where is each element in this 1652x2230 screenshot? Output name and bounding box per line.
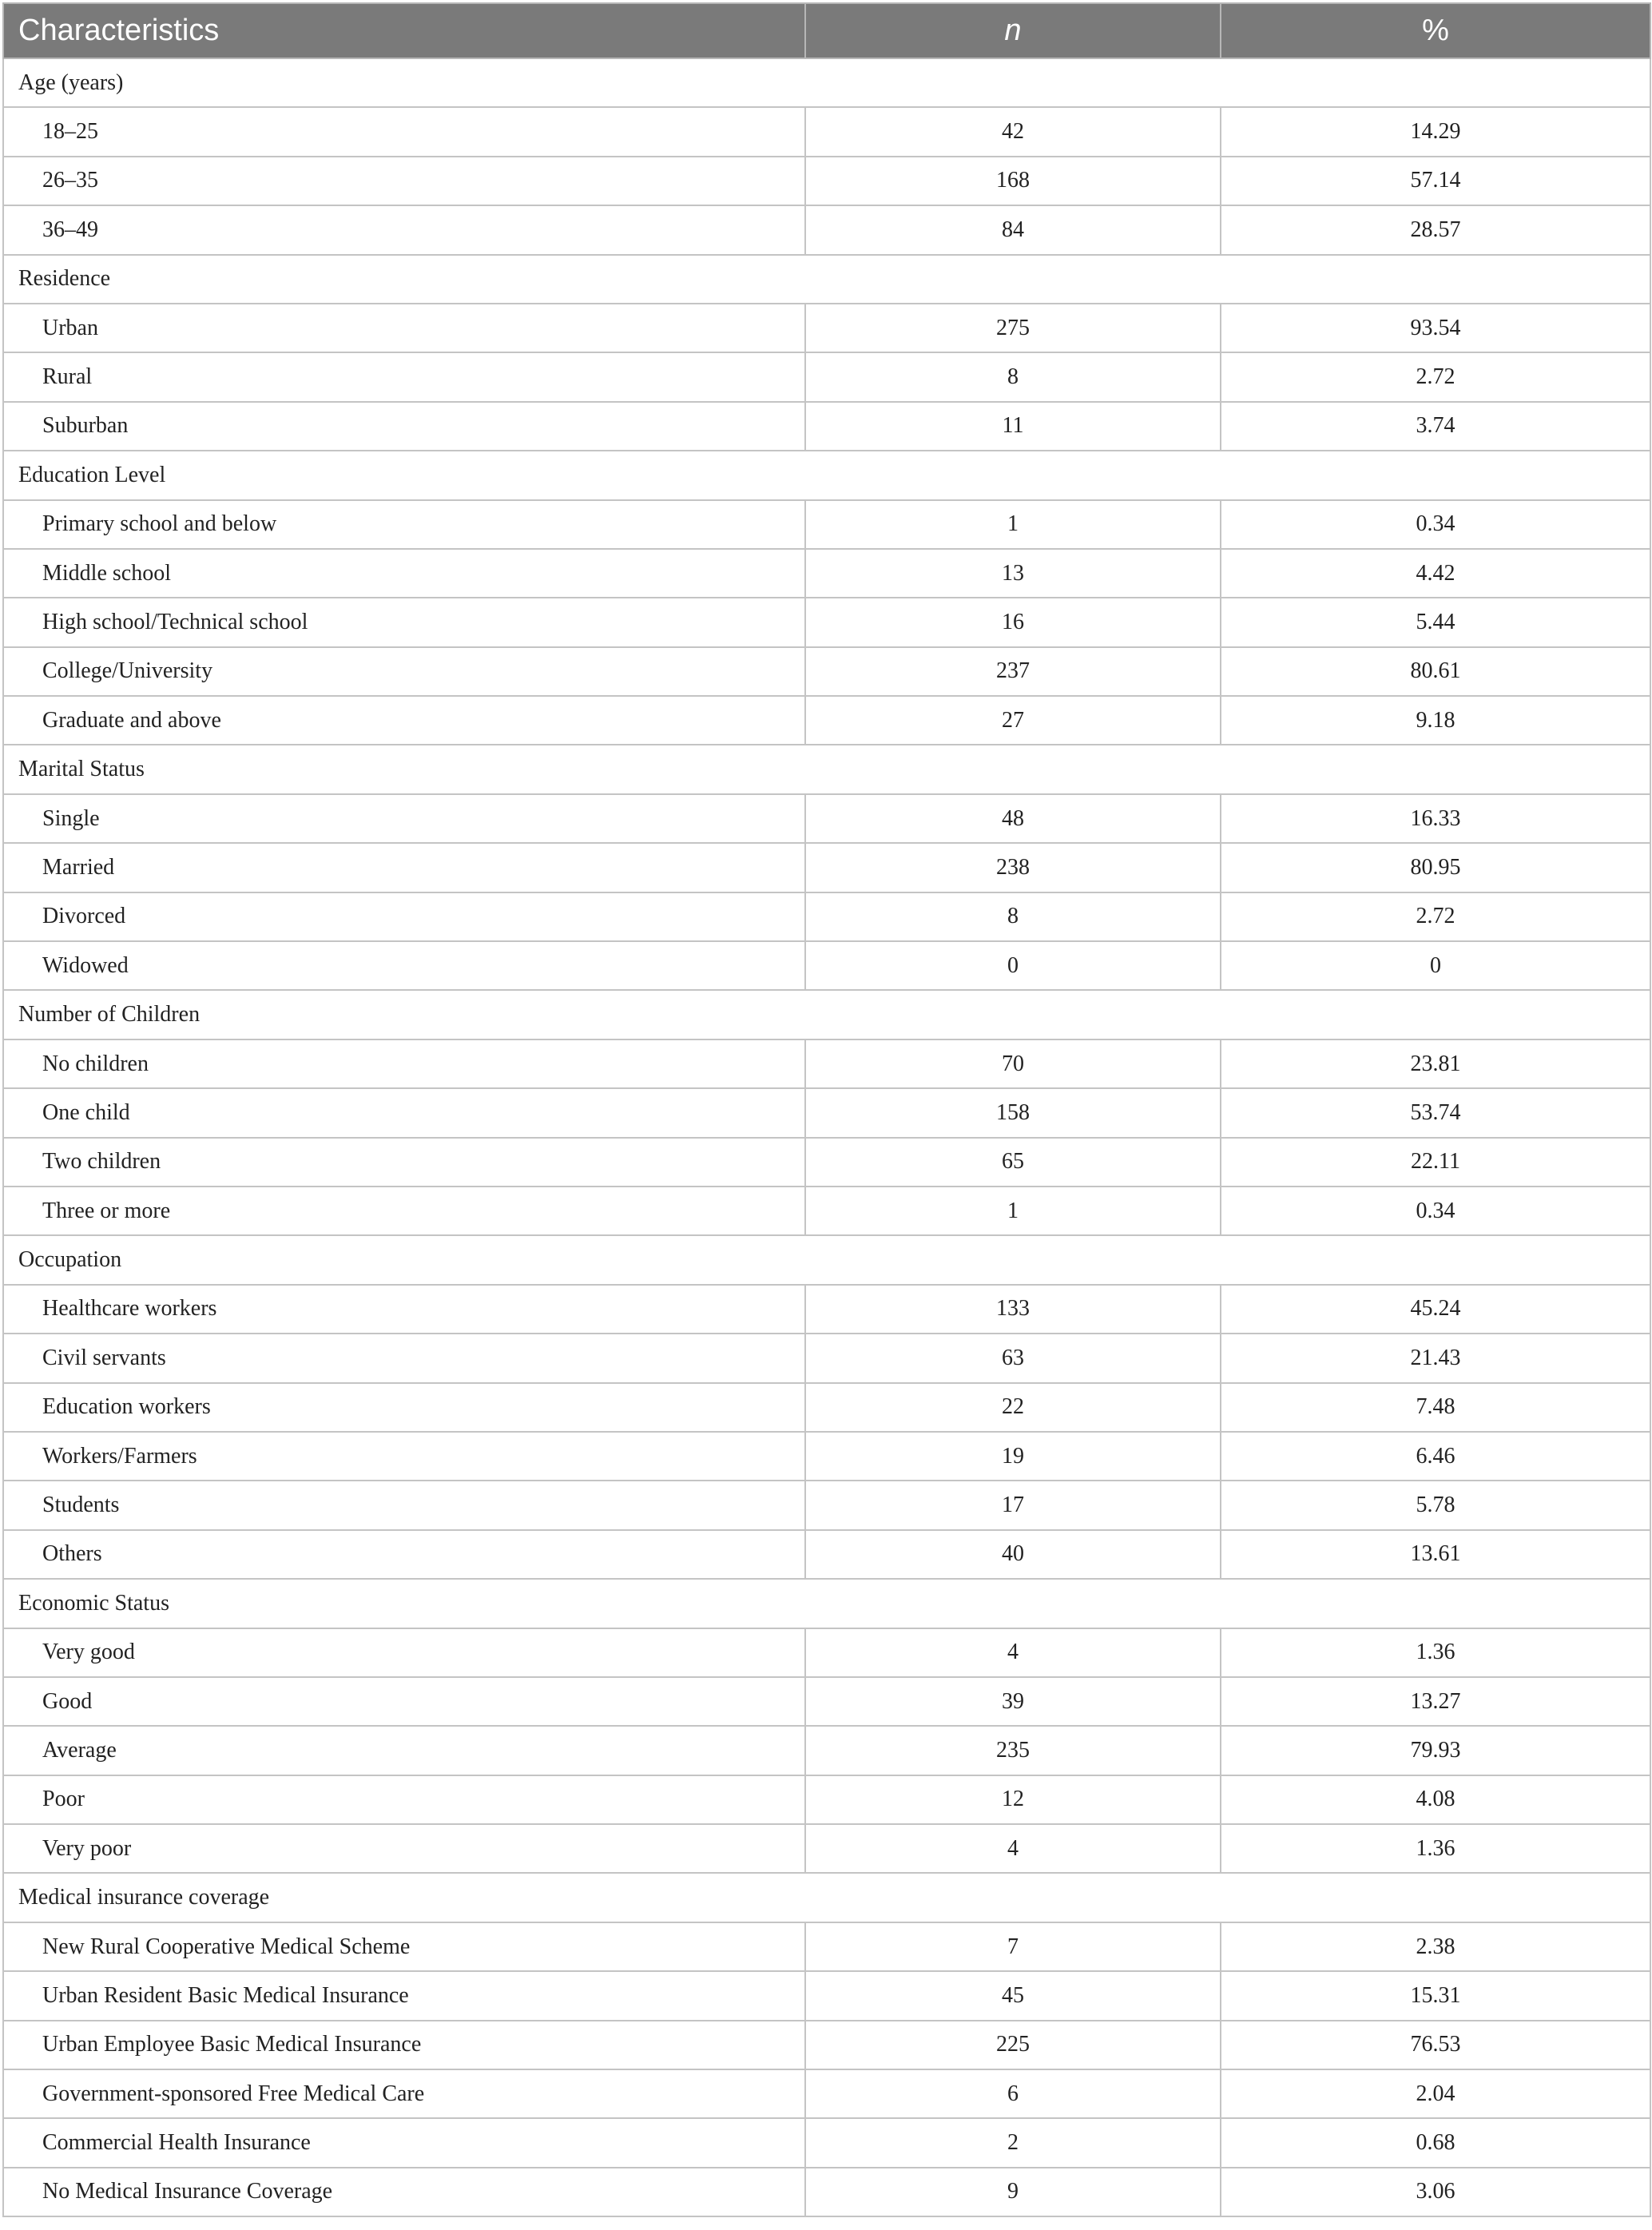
table-row	[3, 1285, 1650, 1334]
row-label: Divorced	[3, 892, 805, 941]
row-count: 27	[805, 696, 1221, 745]
table-row	[3, 1971, 1650, 2020]
row-label: Good	[3, 1677, 805, 1726]
row-label: Average	[3, 1726, 805, 1775]
row-percent: 76.53	[1221, 2021, 1650, 2069]
table-row	[3, 549, 1650, 598]
group-row	[3, 451, 1650, 499]
table-header	[3, 3, 1650, 58]
row-label: No children	[3, 1039, 805, 1088]
table-row	[3, 794, 1650, 843]
row-count: 11	[805, 402, 1221, 451]
row-label: No Medical Insurance Coverage	[3, 2168, 805, 2216]
table-row	[3, 843, 1650, 892]
row-count: 65	[805, 1138, 1221, 1187]
row-count: 19	[805, 1432, 1221, 1481]
row-count: 17	[805, 1481, 1221, 1529]
row-count: 4	[805, 1628, 1221, 1677]
table-row	[3, 1138, 1650, 1187]
table-row	[3, 1530, 1650, 1579]
row-percent: 45.24	[1221, 1285, 1650, 1334]
row-percent: 13.27	[1221, 1677, 1650, 1726]
header-characteristics: Characteristics	[3, 3, 805, 58]
table-row	[3, 1187, 1650, 1235]
table-row	[3, 205, 1650, 254]
row-percent: 80.61	[1221, 647, 1650, 696]
row-label: 18–25	[3, 107, 805, 156]
row-percent: 3.06	[1221, 2168, 1650, 2216]
row-percent: 5.44	[1221, 598, 1650, 646]
table-row	[3, 1824, 1650, 1873]
row-percent: 53.74	[1221, 1088, 1650, 1137]
row-percent: 2.72	[1221, 352, 1650, 401]
row-label: Civil servants	[3, 1334, 805, 1382]
row-count: 16	[805, 598, 1221, 646]
row-label: Married	[3, 843, 805, 892]
table-row	[3, 941, 1650, 990]
row-label: Others	[3, 1530, 805, 1579]
group-label: Education Level	[3, 451, 1650, 499]
table-row	[3, 2069, 1650, 2118]
row-label: Widowed	[3, 941, 805, 990]
row-label: Students	[3, 1481, 805, 1529]
table-row	[3, 352, 1650, 401]
row-label: Suburban	[3, 402, 805, 451]
row-percent: 22.11	[1221, 1138, 1650, 1187]
row-percent: 4.42	[1221, 549, 1650, 598]
table-row	[3, 1922, 1650, 1971]
row-label: Very poor	[3, 1824, 805, 1873]
row-percent: 2.04	[1221, 2069, 1650, 2118]
row-count: 42	[805, 107, 1221, 156]
row-count: 168	[805, 157, 1221, 205]
table-row	[3, 1088, 1650, 1137]
row-label: Education workers	[3, 1383, 805, 1432]
row-percent: 7.48	[1221, 1383, 1650, 1432]
row-count: 8	[805, 892, 1221, 941]
table-row	[3, 1481, 1650, 1529]
row-label: Urban Employee Basic Medical Insurance	[3, 2021, 805, 2069]
row-label: Single	[3, 794, 805, 843]
row-percent: 28.57	[1221, 205, 1650, 254]
table-row	[3, 500, 1650, 549]
table-body	[3, 58, 1650, 2216]
table-row	[3, 1677, 1650, 1726]
group-row	[3, 745, 1650, 793]
table-row	[3, 2168, 1650, 2216]
row-count: 48	[805, 794, 1221, 843]
row-count: 0	[805, 941, 1221, 990]
row-percent: 57.14	[1221, 157, 1650, 205]
row-count: 1	[805, 1187, 1221, 1235]
row-count: 1	[805, 500, 1221, 549]
row-count: 84	[805, 205, 1221, 254]
row-percent: 23.81	[1221, 1039, 1650, 1088]
row-label: Poor	[3, 1775, 805, 1824]
row-count: 6	[805, 2069, 1221, 2118]
row-label: Middle school	[3, 549, 805, 598]
row-percent: 3.74	[1221, 402, 1650, 451]
table-row	[3, 1039, 1650, 1088]
row-label: One child	[3, 1088, 805, 1137]
row-count: 63	[805, 1334, 1221, 1382]
row-label: Urban Resident Basic Medical Insurance	[3, 1971, 805, 2020]
table-row	[3, 647, 1650, 696]
table-row	[3, 402, 1650, 451]
table-row	[3, 2021, 1650, 2069]
row-percent: 9.18	[1221, 696, 1650, 745]
group-label: Number of Children	[3, 990, 1650, 1039]
row-count: 235	[805, 1726, 1221, 1775]
group-label: Residence	[3, 255, 1650, 304]
group-label: Economic Status	[3, 1579, 1650, 1628]
row-percent: 16.33	[1221, 794, 1650, 843]
row-label: Primary school and below	[3, 500, 805, 549]
table-row	[3, 157, 1650, 205]
row-percent: 93.54	[1221, 304, 1650, 352]
row-count: 45	[805, 1971, 1221, 2020]
row-label: Graduate and above	[3, 696, 805, 745]
row-percent: 0	[1221, 941, 1650, 990]
group-row	[3, 1579, 1650, 1628]
table-row	[3, 1432, 1650, 1481]
row-percent: 2.38	[1221, 1922, 1650, 1971]
row-label: Three or more	[3, 1187, 805, 1235]
row-percent: 14.29	[1221, 107, 1650, 156]
group-label: Occupation	[3, 1235, 1650, 1284]
group-row	[3, 255, 1650, 304]
characteristics-table	[2, 2, 1651, 2217]
table-row	[3, 107, 1650, 156]
row-label: Healthcare workers	[3, 1285, 805, 1334]
row-count: 8	[805, 352, 1221, 401]
row-percent: 80.95	[1221, 843, 1650, 892]
header-row	[3, 3, 1650, 58]
row-percent: 0.68	[1221, 2118, 1650, 2167]
row-label: Commercial Health Insurance	[3, 2118, 805, 2167]
row-percent: 15.31	[1221, 1971, 1650, 2020]
row-count: 39	[805, 1677, 1221, 1726]
row-percent: 1.36	[1221, 1628, 1650, 1677]
group-row	[3, 990, 1650, 1039]
group-row	[3, 58, 1650, 107]
group-label: Marital Status	[3, 745, 1650, 793]
row-count: 133	[805, 1285, 1221, 1334]
table-row	[3, 1628, 1650, 1677]
row-count: 40	[805, 1530, 1221, 1579]
row-label: College/University	[3, 647, 805, 696]
row-percent: 1.36	[1221, 1824, 1650, 1873]
row-label: Rural	[3, 352, 805, 401]
header-n: n	[805, 3, 1221, 58]
table-row	[3, 1334, 1650, 1382]
row-percent: 13.61	[1221, 1530, 1650, 1579]
table-row	[3, 2118, 1650, 2167]
row-percent: 0.34	[1221, 1187, 1650, 1235]
table-row	[3, 696, 1650, 745]
row-percent: 4.08	[1221, 1775, 1650, 1824]
row-count: 12	[805, 1775, 1221, 1824]
group-row	[3, 1873, 1650, 1922]
row-count: 13	[805, 549, 1221, 598]
row-count: 4	[805, 1824, 1221, 1873]
group-label: Age (years)	[3, 58, 1650, 107]
row-count: 9	[805, 2168, 1221, 2216]
row-label: Two children	[3, 1138, 805, 1187]
header-percent: %	[1221, 3, 1650, 58]
row-count: 2	[805, 2118, 1221, 2167]
row-count: 238	[805, 843, 1221, 892]
row-label: Workers/Farmers	[3, 1432, 805, 1481]
row-count: 7	[805, 1922, 1221, 1971]
row-label: 36–49	[3, 205, 805, 254]
row-count: 275	[805, 304, 1221, 352]
row-percent: 6.46	[1221, 1432, 1650, 1481]
table-row	[3, 1775, 1650, 1824]
row-count: 158	[805, 1088, 1221, 1137]
row-label: Very good	[3, 1628, 805, 1677]
row-label: Urban	[3, 304, 805, 352]
row-label: New Rural Cooperative Medical Scheme	[3, 1922, 805, 1971]
row-count: 70	[805, 1039, 1221, 1088]
row-label: Government-sponsored Free Medical Care	[3, 2069, 805, 2118]
table-row	[3, 892, 1650, 941]
characteristics-table-container	[2, 2, 1650, 2217]
row-percent: 5.78	[1221, 1481, 1650, 1529]
row-percent: 79.93	[1221, 1726, 1650, 1775]
group-label: Medical insurance coverage	[3, 1873, 1650, 1922]
row-count: 22	[805, 1383, 1221, 1432]
table-row	[3, 304, 1650, 352]
table-row	[3, 598, 1650, 646]
row-percent: 21.43	[1221, 1334, 1650, 1382]
row-percent: 0.34	[1221, 500, 1650, 549]
table-row	[3, 1383, 1650, 1432]
row-count: 237	[805, 647, 1221, 696]
table-row	[3, 1726, 1650, 1775]
row-percent: 2.72	[1221, 892, 1650, 941]
group-row	[3, 1235, 1650, 1284]
row-label: High school/Technical school	[3, 598, 805, 646]
row-label: 26–35	[3, 157, 805, 205]
row-count: 225	[805, 2021, 1221, 2069]
